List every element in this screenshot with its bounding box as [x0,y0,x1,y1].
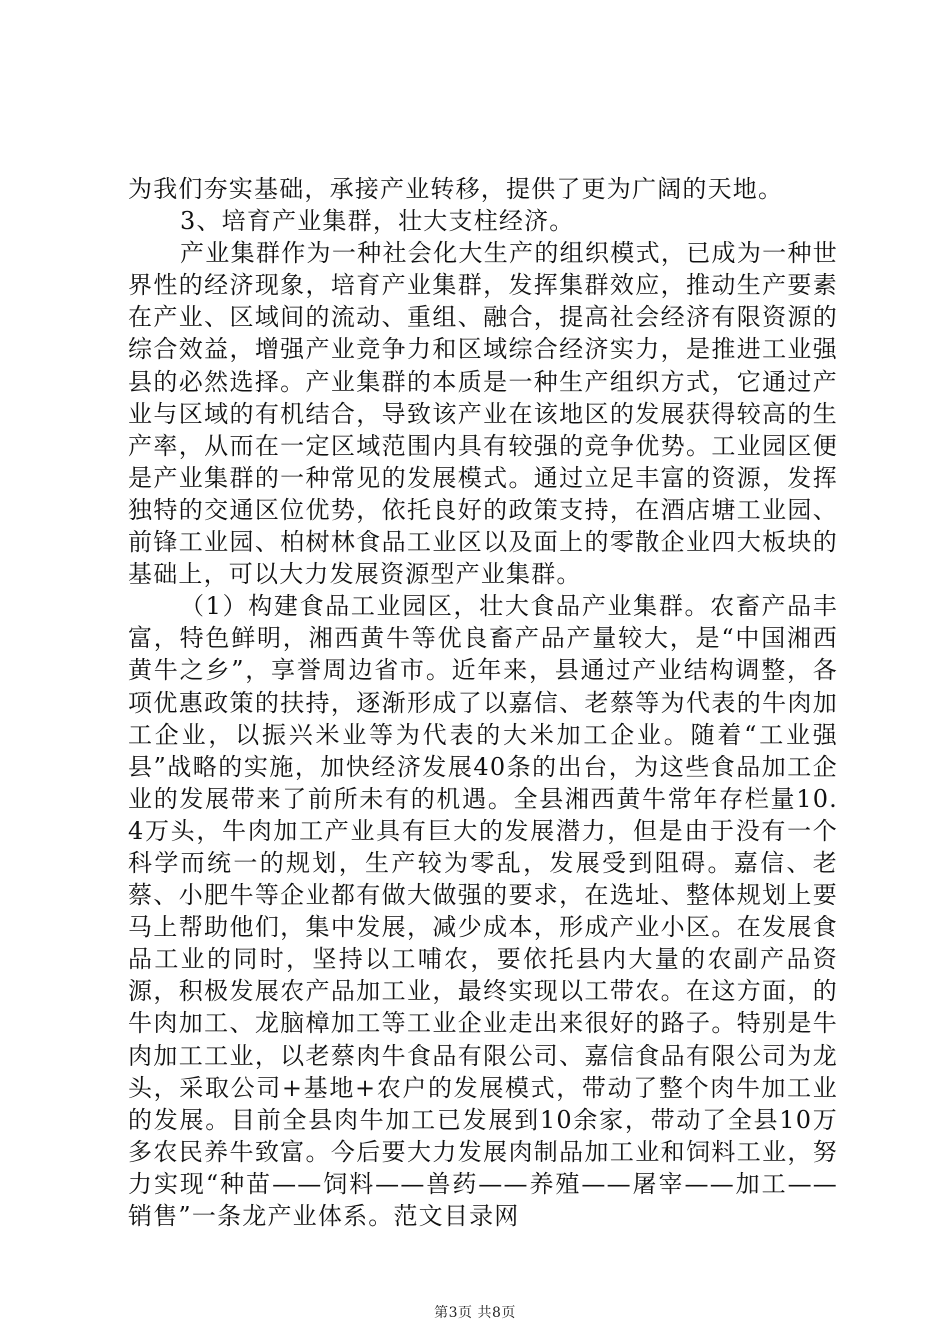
section-heading: 3、培育产业集群，壮大支柱经济。 [180,207,575,236]
paragraph-continuation: 为我们夯实基础，承接产业转移，提供了更为广阔的天地。 [128,175,784,203]
page-number-footer: 第3页 共8页 [434,1305,516,1321]
document-body [128,173,838,1232]
paragraph-industry-cluster: 产业集群作为一种社会化大生产的组织模式，已成为一种世界性的经济现象，培育产业集群，发挥集群效应，推动生产要素在产业、区域间的流动、重组、融合，提高社会经济有限资源的综合效益，增强产业竞争力和区域综合经济实力，是推进工业强县的必然选择。产业集群的本质是一种生产组织方式，它通过产业与区域的有机结合，导致该产业在该地区的发展获得较高的生产率，从而在一定区域范围内具有较强的竞争优势。工业园区便是产业集群的一种常见的发展模式。通过立足丰富的资源，发挥独特的交通区位优势，依托良好的政策支持，在酒店塘工业园、前锋工业园、柏树林食品工业区以及面上的零散企业四大板块的基础上，可以大力发展资源型产业集群。 [128,239,838,589]
paragraph-food-industry-park: （1）构建食品工业园区，壮大食品产业集群。农畜产品丰富，特色鲜明，湘西黄牛等优良畜产品产量较大，是“中国湘西黄牛之乡”，享誉周边省市。近年来，县通过产业结构调整，各项优惠政策的扶持，逐渐形成了以嘉信、老蔡等为代表的牛肉加工企业，以振兴米业等为代表的大米加工企业。随着“工业强县”战略的实施，加快经济发展40条的出台，为这些食品加工企业的发展带来了前所未有的机遇。全县湘西黄牛常年存栏量10.4万头，牛肉加工产业具有巨大的发展潜力，但是由于没有一个科学而统一的规划，生产较为零乱，发展受到阻碍。嘉信、老蔡、小肥牛等企业都有做大做强的要求，在选址、整体规划上要马上帮助他们，集中发展，减少成本，形成产业小区。在发展食品工业的同时，坚持以工哺农，要依托县内大量的农副产品资源，积极发展农产品加工业，最终实现以工带农。在这方面，的牛肉加工、龙脑樟加工等工业企业走出来很好的路子。特别是牛肉加工工业，以老蔡肉牛食品有限公司、嘉信食品有限公司为龙头，采取公司+基地+农户的发展模式，带动了整个肉牛加工业的发展。目前全县肉牛加工已发展到10余家，带动了全县10万多农民养牛致富。今后要大力发展肉制品加工业和饲料工业，努力实现“种苗——饲料——兽药——养殖——屠宰——加工——销售”一条龙产业体系。范文目录网 [128,592,838,1230]
